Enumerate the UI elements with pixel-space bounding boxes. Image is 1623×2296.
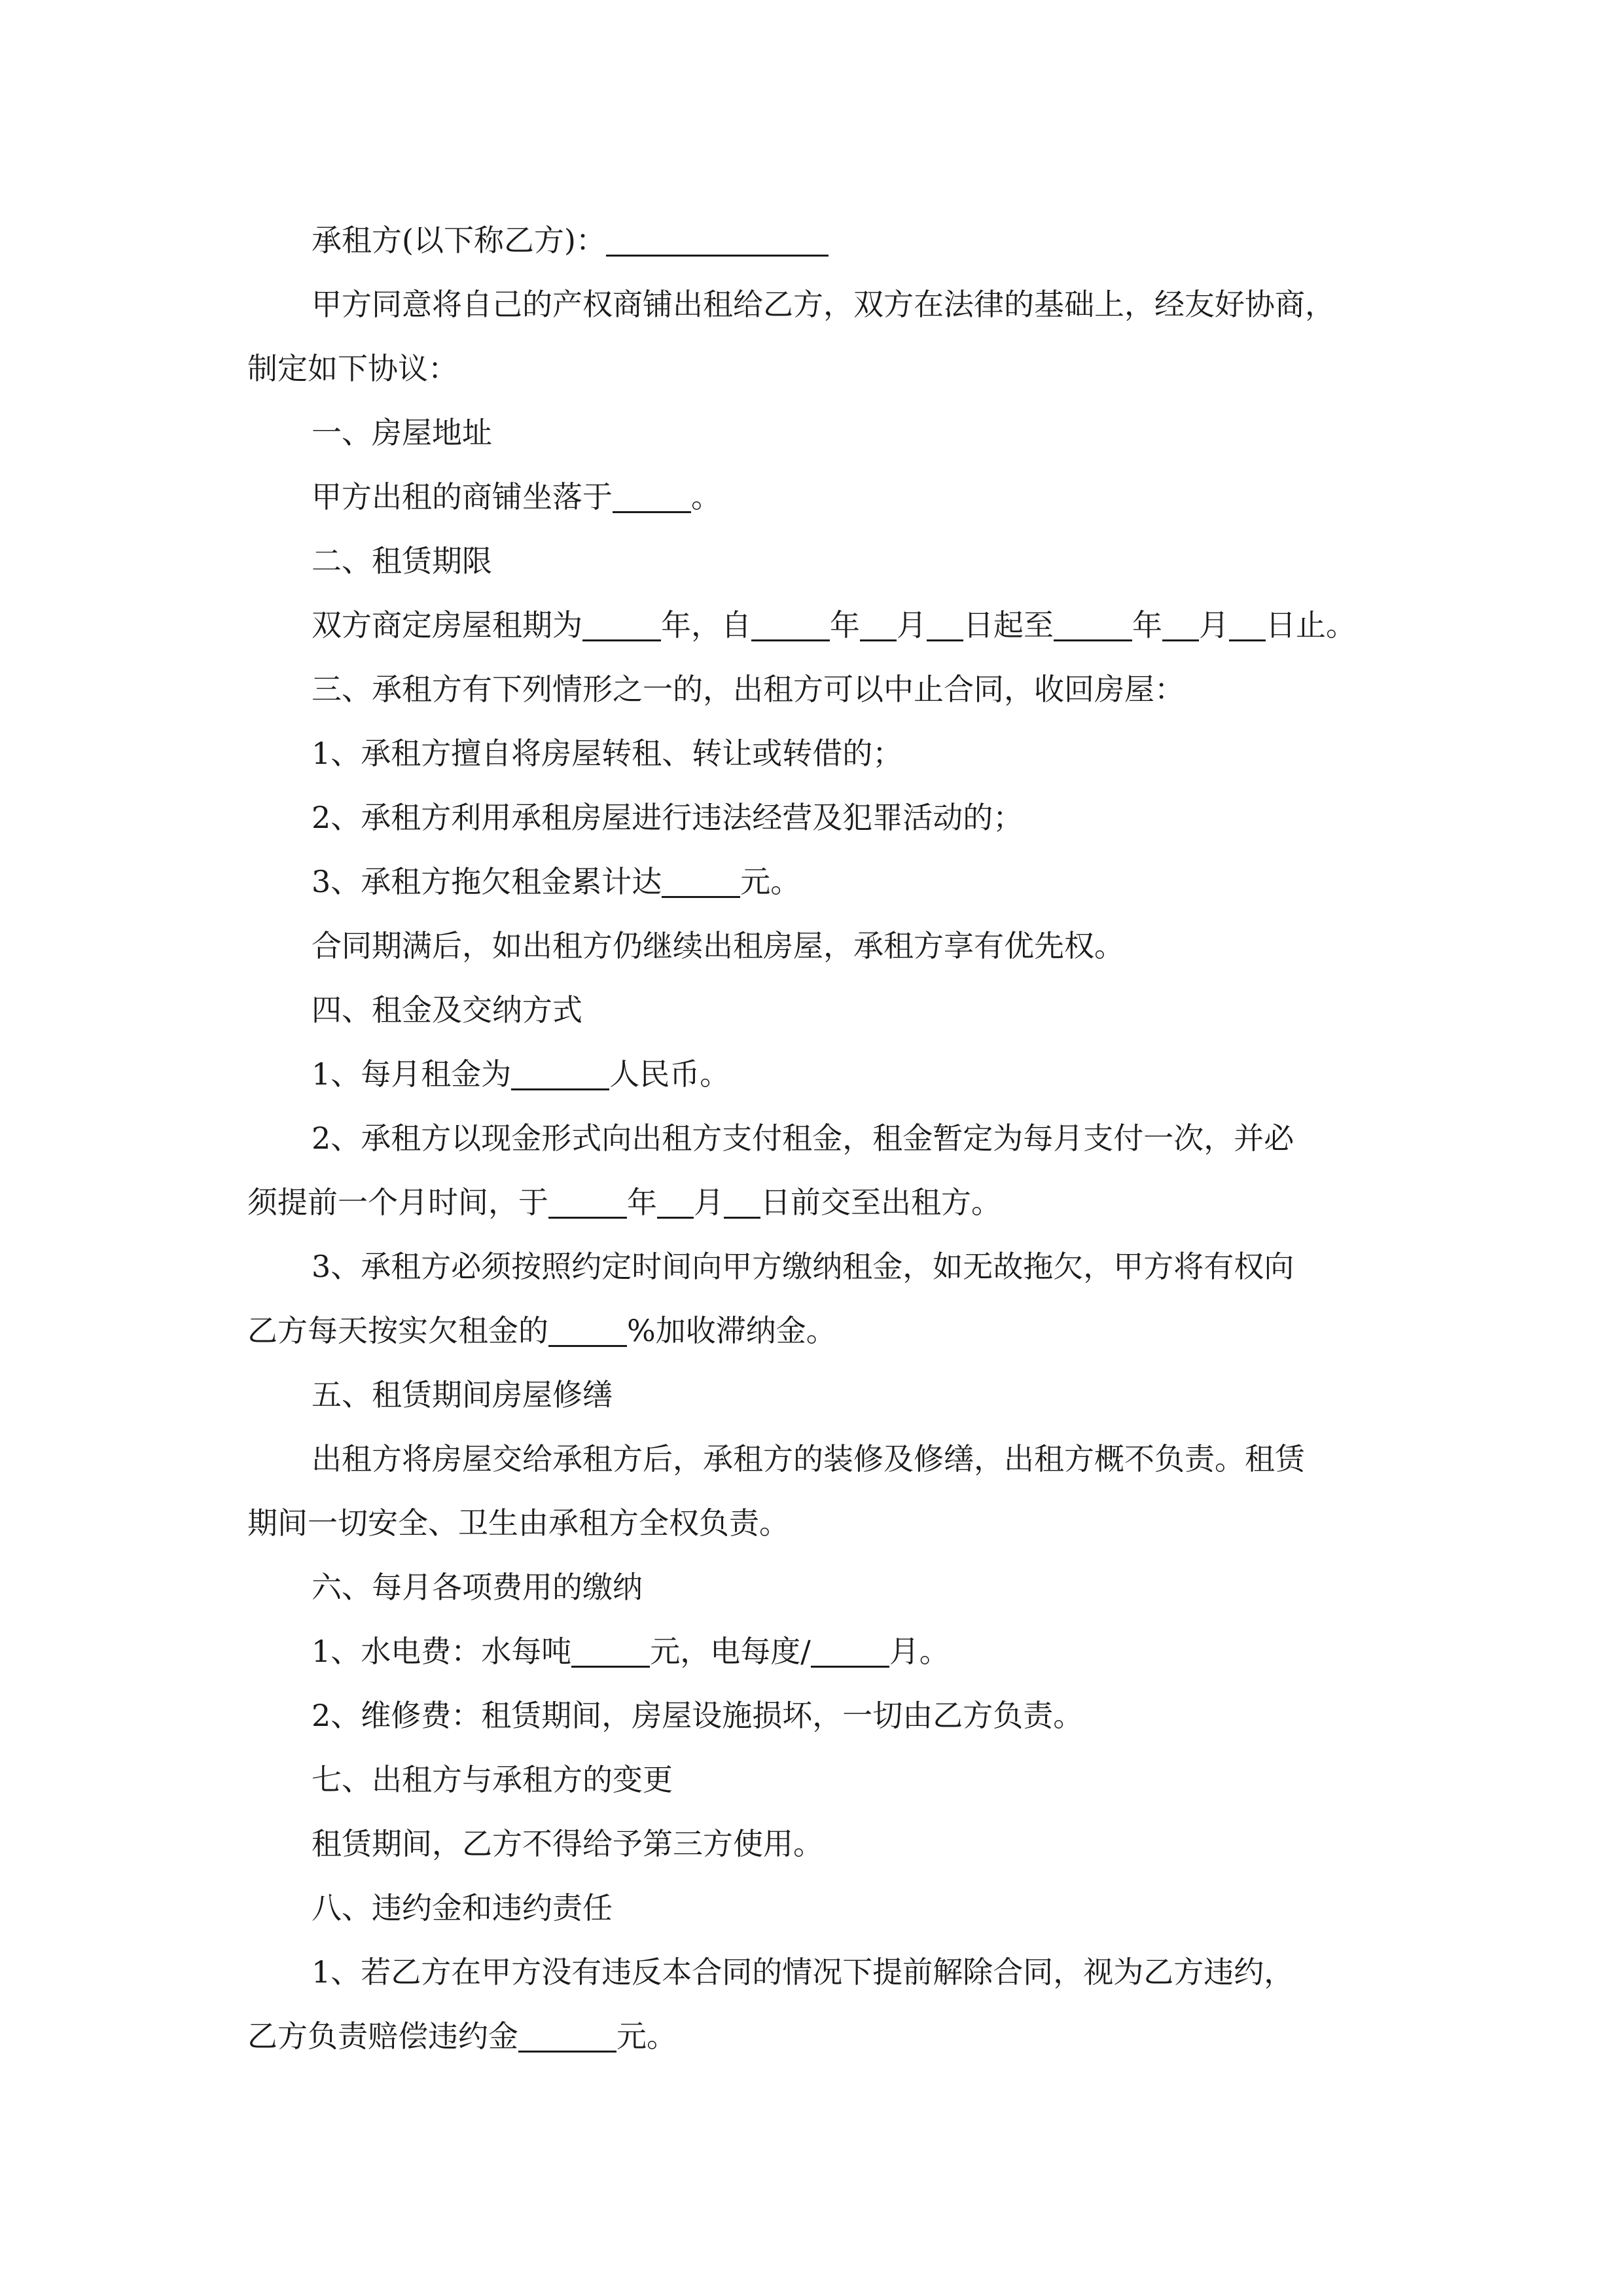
section-4-item-2-d: 日前交至出租方。	[760, 1185, 1001, 1220]
section-4-title: 四、租金及交纳方式	[312, 992, 582, 1028]
section-5-line-2: 期间一切安全、卫生由承租方全权负责。	[247, 1505, 789, 1541]
section-1-text-b: 。	[691, 479, 721, 514]
start-month-blank[interactable]	[860, 609, 897, 641]
section-4-item-2-a: 须提前一个月时间，于	[247, 1185, 548, 1220]
section-3-item-2: 2、承租方利用承租房屋进行违法经营及犯罪活动的；	[312, 800, 1024, 835]
term-text-e: 日起至	[963, 607, 1054, 643]
section-4-item-1-a: 1、每月租金为	[312, 1056, 512, 1092]
section-4-item-3-b: %加收滞纳金。	[627, 1313, 836, 1348]
section-6-item-1-a: 1、水电费：水每吨	[312, 1634, 572, 1669]
term-text-c: 年	[830, 607, 860, 643]
section-4-item-2-line-2	[247, 1170, 1386, 1234]
party-b-line	[247, 208, 1386, 272]
section-2-title: 二、租赁期限	[312, 543, 492, 579]
section-7-title: 七、出租方与承租方的变更	[312, 1762, 673, 1797]
start-year-blank[interactable]	[751, 609, 830, 641]
section-4-item-3-line-2	[247, 1299, 1386, 1363]
section-6-item-2: 2、维修费：租赁期间，房屋设施损坏，一切由乙方负责。	[312, 1698, 1084, 1733]
term-text-b: 年，自	[661, 607, 751, 643]
section-3-title: 三、承租方有下列情形之一的，出租方可以中止合同，收回房屋：	[312, 672, 1185, 707]
section-5-title: 五、租赁期间房屋修缮	[312, 1377, 613, 1412]
arrears-amount-blank[interactable]	[662, 866, 740, 898]
section-4-item-2-b: 年	[627, 1185, 657, 1220]
start-day-blank[interactable]	[927, 609, 963, 641]
intro-line-2: 制定如下协议：	[247, 351, 458, 386]
section-7-text: 租赁期间，乙方不得给予第三方使用。	[312, 1826, 823, 1861]
monthly-rent-blank[interactable]	[511, 1058, 609, 1090]
electricity-price-blank[interactable]	[811, 1636, 889, 1668]
section-4-item-2-c: 月	[694, 1185, 724, 1220]
penalty-amount-blank[interactable]	[518, 2020, 616, 2053]
term-text-g: 月	[1199, 607, 1229, 643]
section-3-item-3-b: 元。	[740, 864, 801, 899]
end-day-blank[interactable]	[1229, 609, 1266, 641]
section-1-text	[247, 465, 1386, 529]
section-6-item-1	[247, 1619, 1386, 1683]
section-5-line-1: 出租方将房屋交给承租方后，承租方的装修及修缮，出租方概不负责。租赁	[312, 1441, 1305, 1477]
section-4-item-3-a: 乙方每天按实欠租金的	[247, 1313, 548, 1348]
term-text-f: 年	[1132, 607, 1162, 643]
section-1-title: 一、房屋地址	[312, 415, 492, 450]
section-3-item-3-a: 3、承租方拖欠租金累计达	[312, 864, 662, 899]
section-6-item-1-c: 月。	[889, 1634, 950, 1669]
party-b-label: 承租方(以下称乙方)：	[312, 223, 606, 258]
section-3-item-3	[247, 850, 1386, 914]
term-text-d: 月	[897, 607, 927, 643]
intro-line-1: 甲方同意将自己的产权商铺出租给乙方，双方在法律的基础上，经友好协商，	[312, 287, 1335, 322]
term-text-a: 双方商定房屋租期为	[312, 607, 582, 643]
address-blank[interactable]	[613, 481, 691, 513]
section-4-item-1	[247, 1042, 1386, 1106]
section-4-item-1-b: 人民币。	[609, 1056, 730, 1092]
section-8-title: 八、违约金和违约责任	[312, 1890, 613, 1926]
term-line	[247, 593, 1386, 657]
end-month-blank[interactable]	[1162, 609, 1199, 641]
section-8-item-1-a: 乙方负责赔偿违约金	[247, 2018, 518, 2054]
section-6-title: 六、每月各项费用的缴纳	[312, 1570, 643, 1605]
party-b-blank[interactable]	[606, 224, 829, 257]
section-8-item-1-line-1: 1、若乙方在甲方没有违反本合同的情况下提前解除合同，视为乙方违约，	[312, 1954, 1294, 1990]
late-fee-rate-blank[interactable]	[548, 1315, 627, 1347]
section-8-item-1-line-2	[247, 2004, 1386, 2068]
section-8-item-1-b: 元。	[616, 2018, 677, 2054]
pay-day-blank[interactable]	[724, 1187, 760, 1219]
section-3-item-1: 1、承租方擅自将房屋转租、转让或转借的；	[312, 736, 903, 771]
water-price-blank[interactable]	[571, 1636, 650, 1668]
section-3-note: 合同期满后，如出租方仍继续出租房屋，承租方享有优先权。	[312, 928, 1124, 963]
end-year-blank[interactable]	[1054, 609, 1132, 641]
contract-body	[247, 208, 1386, 2068]
term-text-h: 日止。	[1266, 607, 1356, 643]
section-1-text-a: 甲方出租的商铺坐落于	[312, 479, 613, 514]
section-6-item-1-b: 元，电每度/	[650, 1634, 811, 1669]
section-4-item-3-line-1: 3、承租方必须按照约定时间向甲方缴纳租金，如无故拖欠，甲方将有权向	[312, 1249, 1294, 1284]
pay-month-blank[interactable]	[657, 1187, 694, 1219]
pay-year-blank[interactable]	[548, 1187, 627, 1219]
section-4-item-2-line-1: 2、承租方以现金形式向出租方支付租金，租金暂定为每月支付一次，并必	[312, 1121, 1294, 1156]
term-years-blank[interactable]	[582, 609, 661, 641]
